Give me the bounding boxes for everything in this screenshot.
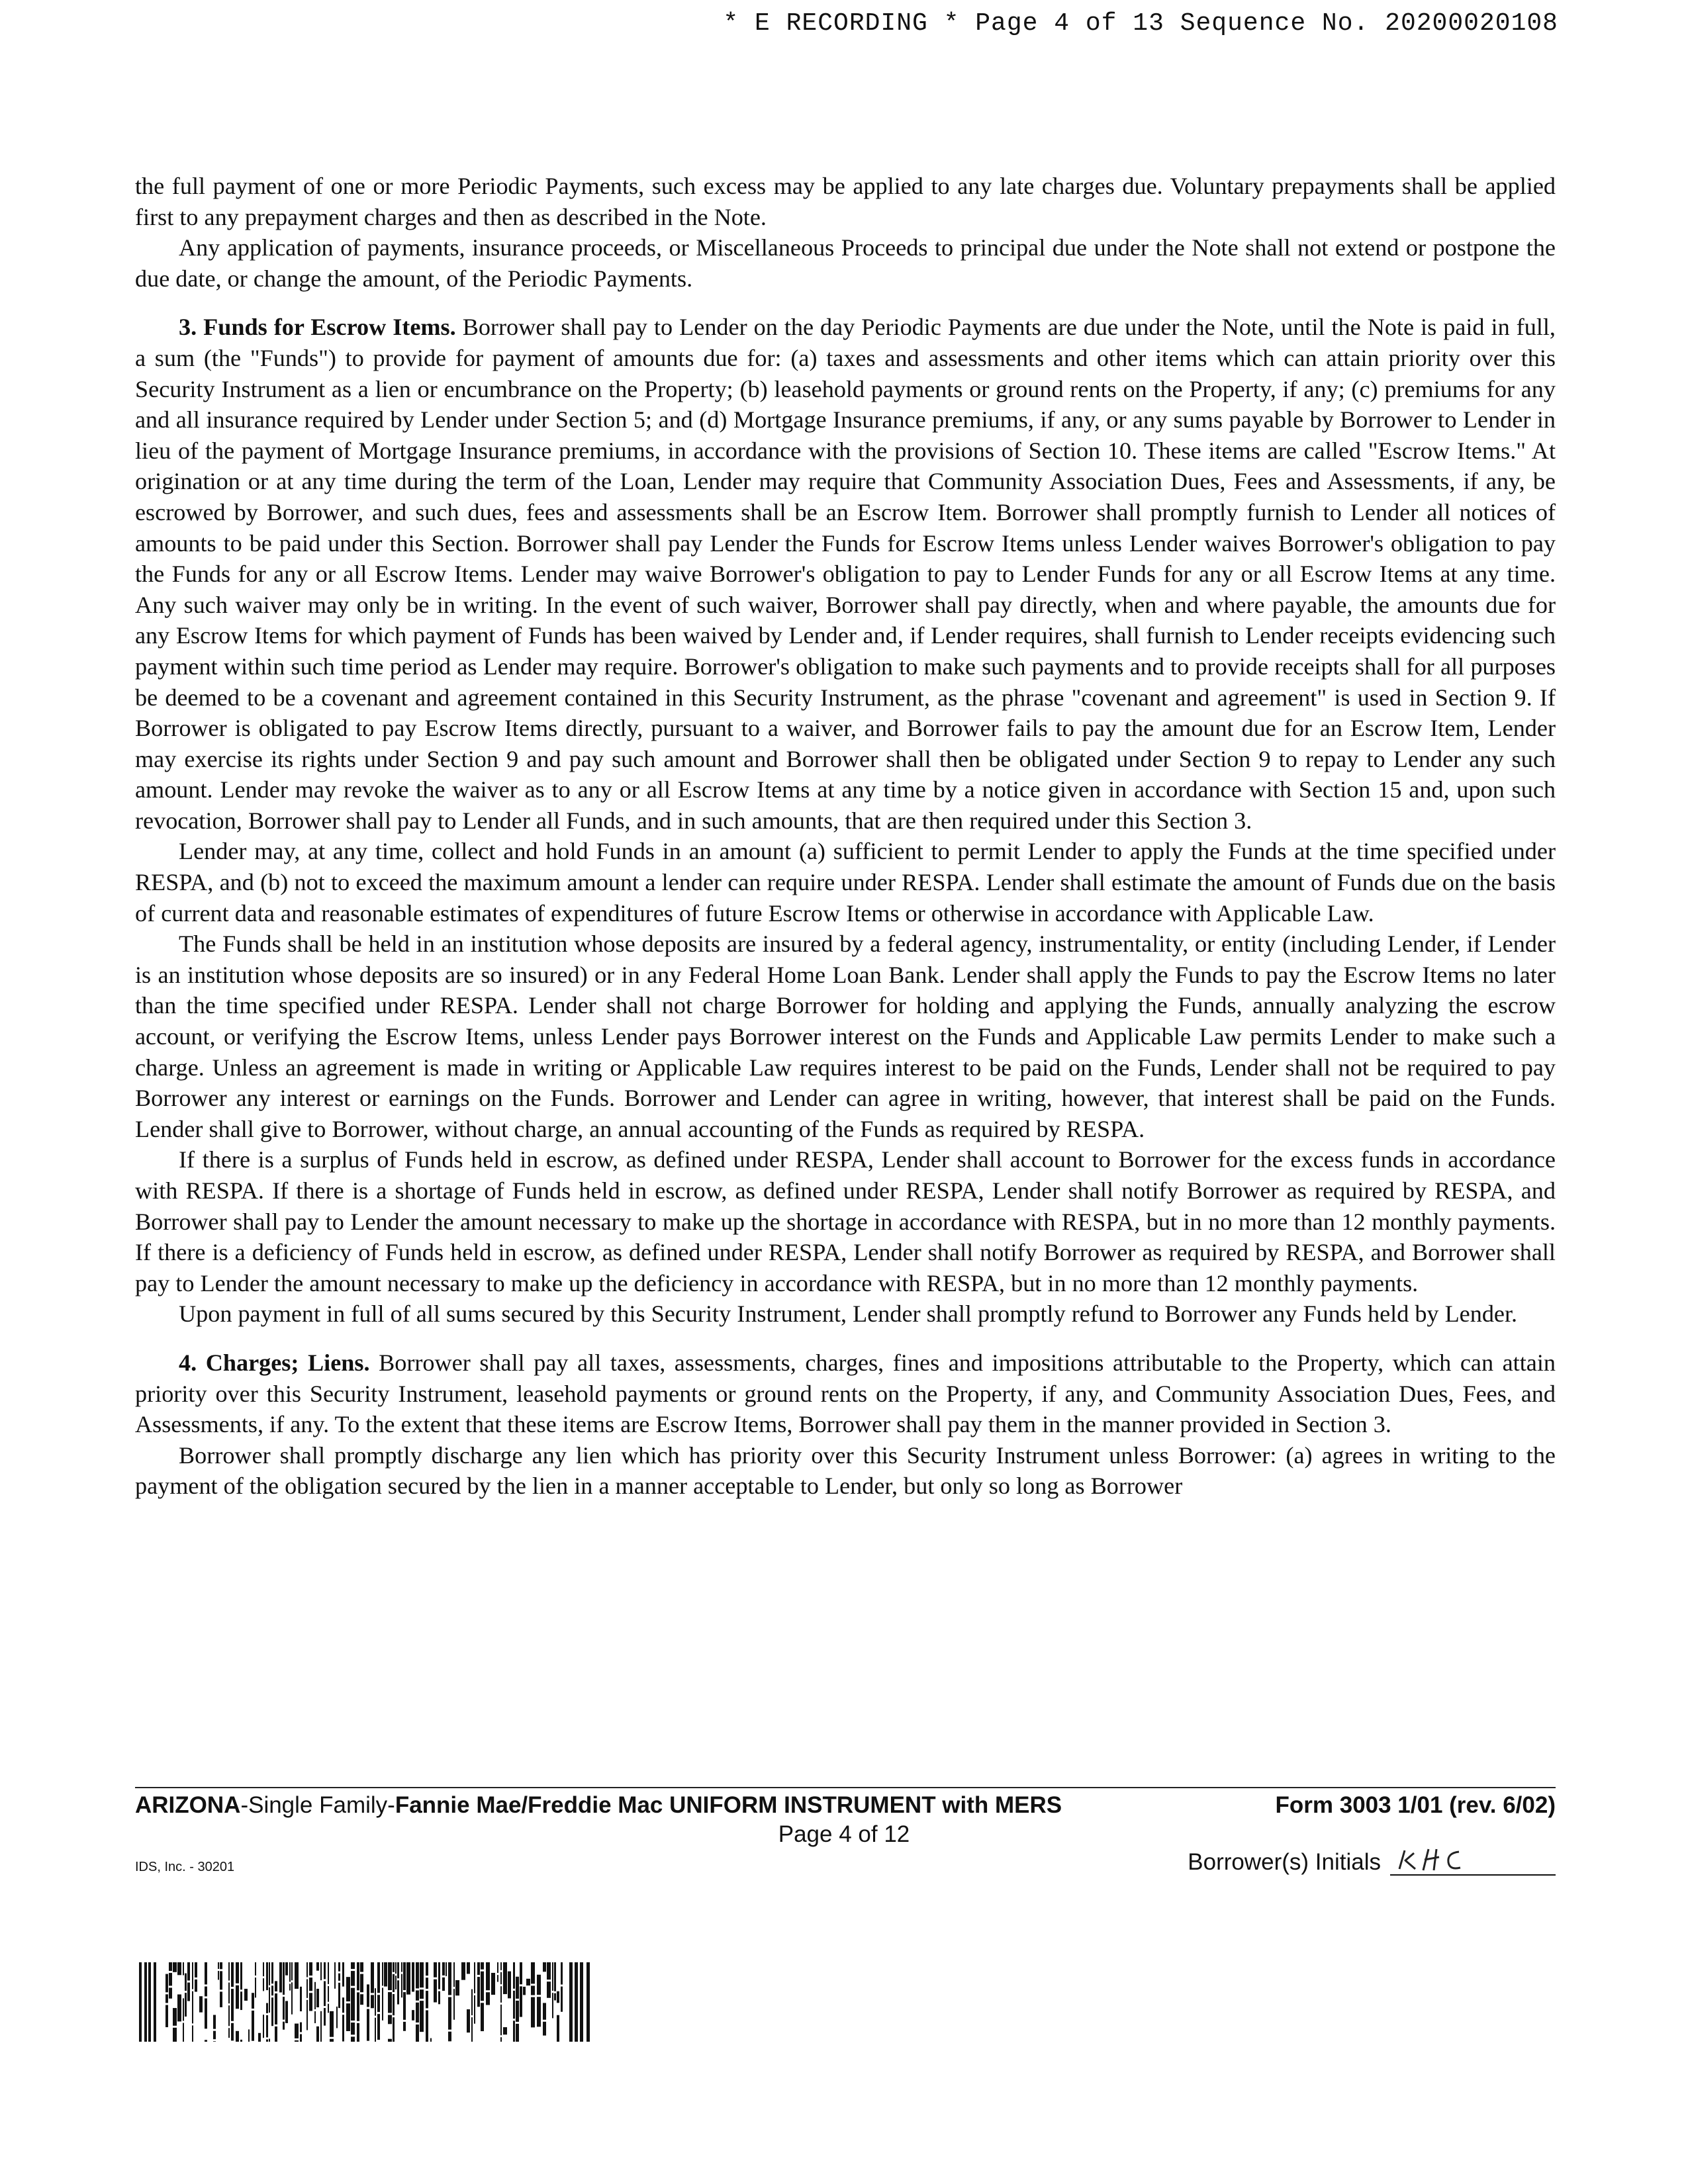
footer-form-title [135,1792,1556,1819]
document-body [135,171,1556,1502]
section-3-funds-held: The Funds shall be held in an institution whose deposits are insured by a federal agency, instrumentality, or entity (including Lender, if Lender is an institution whose deposits are so insured) or in any Federal Home Loan Bank. Lender shall apply the Funds to pay the Escrow Items no later than the time specified under RESPA. Lender shall not charge Borrower for holding and applying the Funds, annually analyzing the escrow account, or verifying the Escrow Items, unless Lender pays Borrower interest on the Funds and Applicable Law permits Lender to make such a charge. Unless an agreement is made in writing or Applicable Law requires interest to be paid on the Funds, Lender shall not be required to pay Borrower any interest or earnings on the Funds. Borrower and Lender can agree in writing, however, that interest shall be paid on the Funds. Lender shall give to Borrower, without charge, an annual accounting of the Funds as required by RESPA. [135,931,1556,1142]
footer-ids-code: IDS, Inc. - 30201 [135,1860,235,1874]
recording-stamp: * E RECORDING * Page 4 of 13 Sequence No. 20200020108 [723,9,1558,38]
paragraph-continuation: the full payment of one or more Periodic Payments, such excess may be applied to any late charges due. Voluntary prepayments shall be applied first to any prepayment charges and then as described in the Note. [135,173,1556,230]
borrower-initials-block [1188,1846,1556,1876]
paragraph-application-of-payments: Any application of payments, insurance proceeds, or Miscellaneous Proceeds to principal due under the Note shall not extend or postpone the due date, or change the amount, of the Periodic Payments. [135,234,1556,292]
document-barcode [139,1962,596,2042]
section-3-surplus-shortage: If there is a surplus of Funds held in escrow, as defined under RESPA, Lender shall account to Borrower for the excess funds in accordance with RESPA. If there is a shortage of Funds held in escrow, as defined under RESPA, Lender shall notify Borrower as required by RESPA, and Borrower shall pay to Lender the amount necessary to make up the shortage in accordance with RESPA, but in no more than 12 monthly payments. If there is a deficiency of Funds held in escrow, as defined under RESPA, Lender shall notify Borrower as required by RESPA, and Borrower shall pay to Lender the amount necessary to make up the deficiency in accordance with RESPA, but in no more than 12 monthly payments. [135,1146,1556,1297]
footer-divider [135,1787,1556,1788]
section-4-paragraph [135,1347,1556,1440]
section-3-respa-collection: Lender may, at any time, collect and hold Funds in an amount (a) sufficient to permit Lender to apply the Funds at the time specified under RESPA, and (b) not to exceed the maximum amount a lender can require under RESPA. Lender shall estimate the amount of Funds due on the basis of current data and reasonable estimates of expenditures of future Escrow Items or otherwise in accordance with Applicable Law. [135,838,1556,927]
handwritten-initials [1395,1844,1488,1873]
section-3-heading: 3. Funds for Escrow Items. [179,314,456,341]
footer-form-number: Form 3003 1/01 (rev. 6/02) [1275,1792,1556,1818]
section-4-text: Borrower shall pay all taxes, assessments, charges, fines and impositions attributable to the Property, which can attain priority over this Security Instrument, leasehold payments or ground rents on the Property, if any, and Community Association Dues, Fees, and Assessments, if any. To the extent that these items are Escrow Items, Borrower shall pay them in the manner provided in Section 3. [135,1349,1556,1438]
footer-instrument: Fannie Mae/Freddie Mac UNIFORM INSTRUMENT with MERS [395,1792,1062,1818]
section-3-refund: Upon payment in full of all sums secured by this Security Instrument, Lender shall promptly refund to Borrower any Funds held by Lender. [179,1300,1518,1328]
section-4-lien-discharge: Borrower shall promptly discharge any lien which has priority over this Security Instrument unless Borrower: (a) agrees in writing to the payment of the obligation secured by the lien in a manner acceptable to Lender, but only so long as Borrower [135,1441,1556,1500]
footer-family: -Single Family- [240,1792,395,1818]
footer-state: ARIZONA [135,1792,241,1818]
borrower-initials-line [1390,1846,1556,1876]
section-3-paragraph [135,312,1556,836]
section-4-heading: 4. Charges; Liens. [179,1349,370,1376]
footer-page-number: Page 4 of 12 [778,1821,910,1847]
borrower-initials-label: Borrower(s) Initials [1188,1849,1381,1875]
section-3-text: Borrower shall pay to Lender on the day Periodic Payments are due under the Note, until the Note is paid in full, a sum (the "Funds") to provide for payment of amounts due for: (a) taxes and assessments and other items which can attain priority over this Security Instrument as a lien or encumbrance on the Property; (b) leasehold payments or ground rents on the Property, if any; (c) premiums for any and all insurance required by Lender under Section 5; and (d) Mortgage Insurance premiums, if any, or any sums payable by Borrower to Lender in lieu of the payment of Mortgage Insurance premiums, in accordance with the provisions of Section 10. These items are called "Escrow Items." At origination or at any time during the term of the Loan, Lender may require that Community Association Dues, Fees and Assessments, if any, be escrowed by Borrower, and such dues, fees and assessments shall be an Escrow Item. Borrower shall promptly furnish to Lender all notices of amounts to be paid under this Section. Borrower shall pay Lender the Funds for Escrow Items unless Lender waives Borrower's obligation to pay the Funds for any or all Escrow Items. Lender may waive Borrower's obligation to pay to Lender Funds for any or all Escrow Items at any time. Any such waiver may only be in writing. In the event of such waiver, Borrower shall pay directly, when and where payable, the amounts due for any Escrow Items for which payment of Funds has been waived by Lender and, if Lender requires, shall furnish to Lender receipts evidencing such payment within such time period as Lender may require. Borrower's obligation to make such payments and to provide receipts shall for all purposes be deemed to be a covenant and agreement contained in this Security Instrument, as the phrase "covenant and agreement" is used in Section 9. If Borrower is obligated to pay Escrow Items directly, pursuant to a waiver, and Borrower fails to pay the amount due for an Escrow Item, Lender may exercise its rights under Section 9 and pay such amount and Borrower shall then be obligated under Section 9 to repay to Lender any such amount. Lender may revoke the waiver as to any or all Escrow Items at any time by a notice given in accordance with Section 15 and, upon such revocation, Borrower shall pay to Lender all Funds, and in such amounts, that are then required under this Section 3. [135,314,1556,834]
